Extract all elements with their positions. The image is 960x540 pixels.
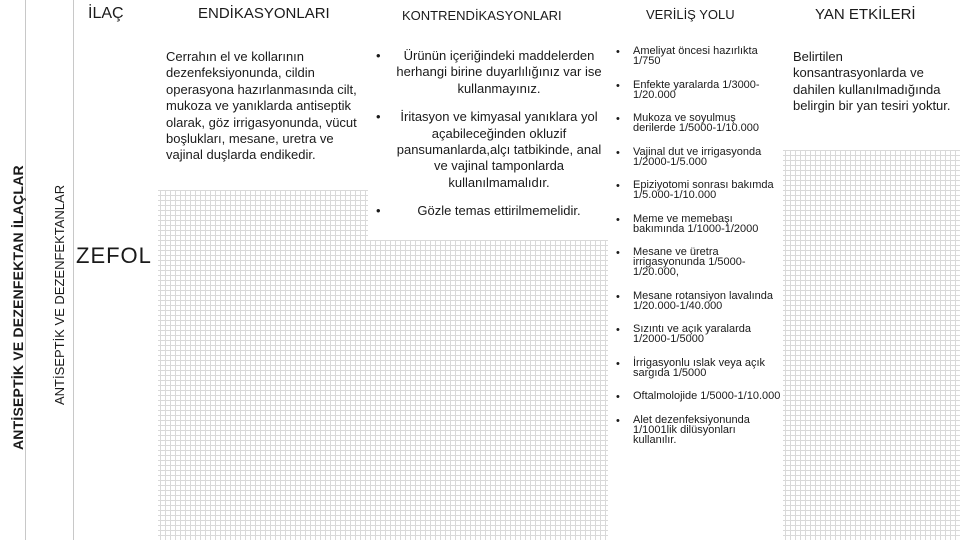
route-item: • Alet dezenfeksiyonunda 1/1001lik dilüsyonları kullanılır. (613, 415, 781, 445)
indications-text: Cerrahın el ve kollarının dezenfeksiyonunda, cildin operasyona hazırlanmasında cilt, mukoza ve yanıklarda antiseptik olarak, göz irrigasyonunda, vücut boşlukları, mesane, uretra ve vajinal duşlarda endikedir. (166, 49, 357, 163)
route-item: • Enfekte yaralarda 1/3000-1/20.000 (613, 80, 781, 100)
route-item: • İrrigasyonlu ıslak veya açık sargıda 1/5000 (613, 358, 781, 378)
drug-column-bg (73, 30, 158, 540)
divider-line (73, 0, 74, 540)
route-item: • Mesane rotansiyon lavalında 1/20.000-1/40.000 (613, 291, 781, 311)
header-side-effects: YAN ETKİLERİ (815, 6, 916, 23)
drug-name: ZEFOL (76, 243, 152, 268)
header-route: VERİLİŞ YOLU (646, 7, 735, 22)
side-effects-text: Belirtilen konsantrasyonlarda ve dahilen kullanılmadığında belirgin bir yan tesiri yoktur. (793, 49, 951, 114)
route-item: • Oftalmolojide 1/5000-1/10.000 (613, 391, 781, 401)
header-indications: ENDİKASYONLARI (198, 5, 330, 22)
route-item: • Epiziyotomi sonrası bakımda 1/5.000-1/10.000 (613, 180, 781, 200)
route-item: • Vajinal dut ve irrigasyonda 1/2000-1/5.000 (613, 147, 781, 167)
category-title-vertical: ANTİSEPTİK VE DEZENFEKTAN İLAÇLAR (10, 165, 26, 450)
contraindication-text: • İritasyon ve kimyasal yanıklara yol açabileceğinden okluzif pansumanlarda,alçı tatbikinde, anal ve vajinal tamponlarda kullanılmamalıdır. (396, 109, 602, 190)
route-item: • Ameliyat öncesi hazırlıkta 1/750 (613, 46, 781, 66)
subcategory-title-vertical: ANTİSEPTİK VE DEZENFEKTANLAR (52, 184, 67, 405)
contraindication-item (374, 109, 606, 191)
route-list (613, 46, 781, 458)
route-item: • Meme ve memebaşı bakımında 1/1000-1/2000 (613, 214, 781, 234)
contraindication-item (374, 48, 606, 97)
header-contraindications: KONTRENDİKASYONLARI (402, 8, 562, 23)
contraindication-item (374, 203, 606, 219)
contraindications-list (374, 48, 606, 232)
route-item: • Mesane ve üretra irrigasyonunda 1/5000-1/20.000, (613, 247, 781, 277)
contraindication-text: • Gözle temas ettirilmemelidir. (417, 203, 581, 219)
contraindication-text: • Ürünün içeriğindeki maddelerden herhangi birine duyarlılığınız var ise kullanmayınız. (396, 48, 602, 96)
header-drug: İLAÇ (88, 5, 124, 22)
route-item: • Mukoza ve soyulmuş derilerde 1/5000-1/10.000 (613, 113, 781, 133)
route-item: • Sızıntı ve açık yaralarda 1/2000-1/5000 (613, 324, 781, 344)
